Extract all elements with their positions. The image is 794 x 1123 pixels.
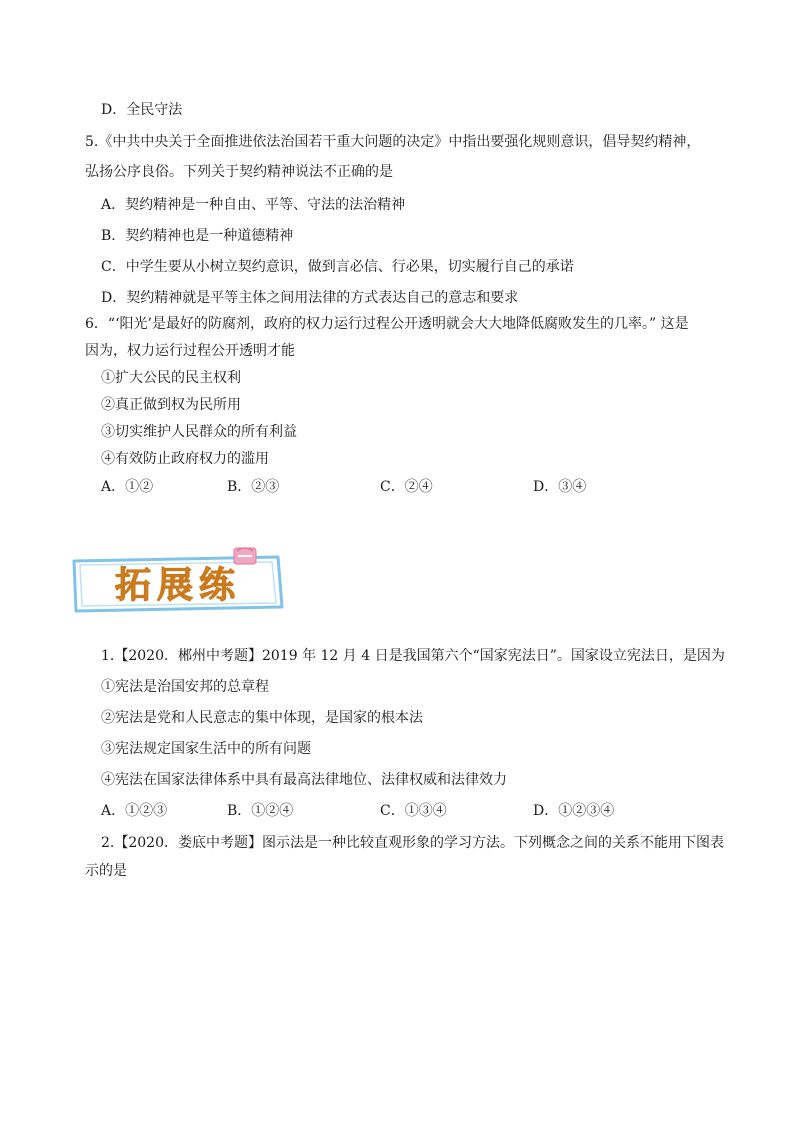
banner-title: 拓展练 (114, 565, 242, 606)
banner-frame (66, 547, 291, 619)
q6-statement-1: ①扩大公民的民主权利 (101, 370, 241, 386)
q4-option-d: D．全民守法 (101, 102, 183, 118)
section-banner (66, 547, 291, 619)
q2-stem-line1: 2.【2020．娄底中考题】图示法是一种比较直观形象的学习方法。下列概念之间的关系不能用下图表 (101, 835, 724, 851)
q5-stem-line1: 5.《中共中央关于全面推进依法治国若干重大问题的决定》中指出要强化规则意识，倡导契约精神， (85, 134, 701, 150)
q1-statement-1: ①宪法是治国安邦的总章程 (101, 679, 269, 695)
q6-statement-3: ③切实维护人民群众的所有利益 (101, 424, 297, 440)
q6-choice-a: A．①② (101, 479, 154, 495)
paper-clip-icon (234, 548, 256, 564)
q1-choice-c: C．①③④ (380, 803, 447, 819)
q5-option-a: A．契约精神是一种自由、平等、守法的法治精神 (101, 197, 406, 213)
q1-stem: 1.【2020．郴州中考题】2019 年 12 月 4 日是我国第六个“国家宪法日”。国家设立宪法日，是因为 (101, 648, 725, 664)
q1-choice-b: B．①②④ (227, 803, 294, 819)
q5-option-b: B．契约精神也是一种道德精神 (101, 228, 294, 244)
q5-option-d: D．契约精神就是平等主体之间用法律的方式表达自己的意志和要求 (101, 290, 519, 306)
q6-choice-c: C．②④ (380, 479, 433, 495)
q1-statement-2: ②宪法是党和人民意志的集中体现，是国家的根本法 (101, 710, 423, 726)
q6-stem-line1: 6．“‘阳光’是最好的防腐剂，政府的权力运行过程公开透明就会大大地降低腐败发生的几率。” 这是 (85, 316, 689, 332)
q6-choice-d: D．③④ (533, 479, 587, 495)
q1-statement-4: ④宪法在国家法律体系中具有最高法律地位、法律权威和法律效力 (101, 772, 507, 788)
q2-stem-line2: 示的是 (85, 863, 127, 879)
q1-choice-a: A．①②③ (101, 803, 168, 819)
q6-choice-b: B．②③ (227, 479, 280, 495)
q6-statement-4: ④有效防止政府权力的滥用 (101, 451, 269, 467)
q1-choice-d: D．①②③④ (533, 803, 615, 819)
q1-statement-3: ③宪法规定国家生活中的所有问题 (101, 741, 311, 757)
q6-stem-line2: 因为，权力运行过程公开透明才能 (85, 343, 295, 359)
q5-stem-line2: 弘扬公序良俗。下列关于契约精神说法不正确的是 (85, 164, 393, 180)
q6-statement-2: ②真正做到权为民所用 (101, 397, 241, 413)
q5-option-c: C．中学生要从小树立契约意识，做到言必信、行必果，切实履行自己的承诺 (101, 259, 574, 275)
